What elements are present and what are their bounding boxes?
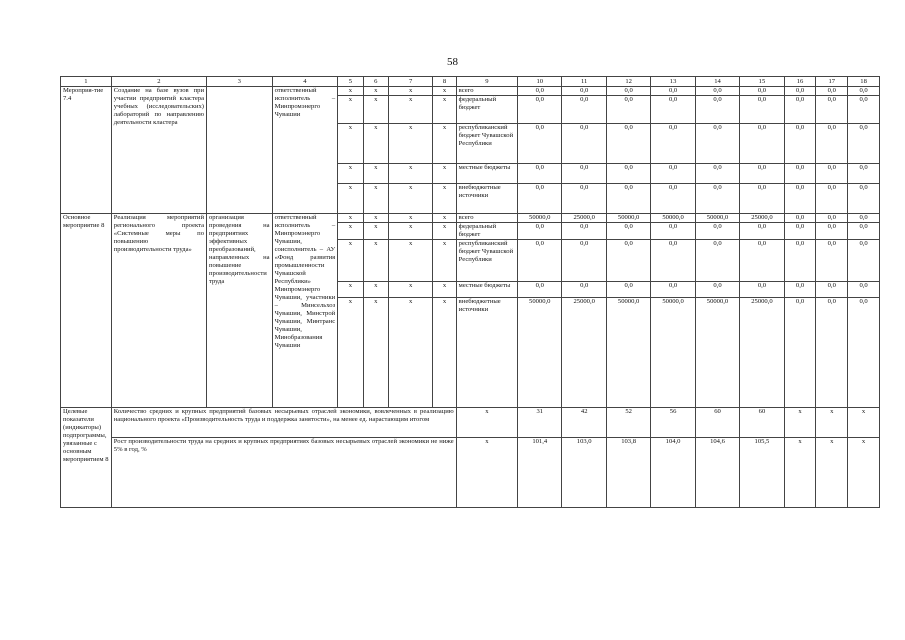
value-cell: 0,0 bbox=[784, 214, 816, 223]
value-cell: 0,0 bbox=[562, 124, 606, 164]
code-cell: x bbox=[388, 164, 432, 184]
value-cell: 50000,0 bbox=[606, 214, 650, 223]
value-cell: 0,0 bbox=[816, 184, 848, 214]
funding-source: всего bbox=[456, 87, 517, 96]
code-cell: x bbox=[338, 87, 363, 96]
code-cell: x bbox=[363, 298, 388, 408]
code-cell: x bbox=[388, 223, 432, 240]
code-cell: x bbox=[338, 164, 363, 184]
code-cell: x bbox=[363, 240, 388, 282]
value-cell: 0,0 bbox=[848, 223, 880, 240]
value-cell: 0,0 bbox=[740, 223, 784, 240]
value-cell: 0,0 bbox=[695, 164, 739, 184]
value-cell: 0,0 bbox=[848, 124, 880, 164]
measure-goal: организация проведения на предприятиях эффективных преобразований, направленных на повышение производительности труда bbox=[207, 214, 273, 408]
indicator-value: 103,8 bbox=[606, 438, 650, 508]
indicator-value: 56 bbox=[651, 408, 695, 438]
header-cell: 5 bbox=[338, 77, 363, 87]
value-cell: 25000,0 bbox=[740, 298, 784, 408]
value-cell: 0,0 bbox=[606, 96, 650, 124]
value-cell: 50000,0 bbox=[651, 298, 695, 408]
value-cell: 0,0 bbox=[740, 184, 784, 214]
header-cell: 18 bbox=[848, 77, 880, 87]
funding-source: всего bbox=[456, 214, 517, 223]
value-cell: 0,0 bbox=[562, 184, 606, 214]
funding-source: республиканский бюджет Чувашской Республики bbox=[456, 124, 517, 164]
indicator-value: 104,6 bbox=[695, 438, 739, 508]
value-cell: 0,0 bbox=[606, 240, 650, 282]
value-cell: 0,0 bbox=[651, 164, 695, 184]
code-cell: x bbox=[338, 184, 363, 214]
code-cell: x bbox=[338, 124, 363, 164]
code-cell: x bbox=[363, 184, 388, 214]
value-cell: 0,0 bbox=[784, 282, 816, 298]
value-cell: 0,0 bbox=[518, 223, 562, 240]
header-cell: 7 bbox=[388, 77, 432, 87]
indicator-label: Целевые показатели (индикаторы) подпрограммы, увязанные с основным мероприятием 8 bbox=[61, 408, 112, 508]
code-cell: x bbox=[338, 223, 363, 240]
value-cell: 0,0 bbox=[816, 223, 848, 240]
value-cell: 0,0 bbox=[740, 96, 784, 124]
measure-executor: ответственный исполнитель – Минпромэнерго Чувашии bbox=[272, 87, 338, 214]
header-cell: 12 bbox=[606, 77, 650, 87]
indicator-value: 105,5 bbox=[740, 438, 784, 508]
value-cell: 0,0 bbox=[695, 96, 739, 124]
value-cell: 0,0 bbox=[740, 282, 784, 298]
value-cell: 0,0 bbox=[784, 164, 816, 184]
value-cell: 0,0 bbox=[740, 240, 784, 282]
value-cell: 0,0 bbox=[784, 184, 816, 214]
code-cell: x bbox=[433, 298, 456, 408]
value-cell: 50000,0 bbox=[651, 214, 695, 223]
header-cell: 8 bbox=[433, 77, 456, 87]
value-cell: 0,0 bbox=[518, 124, 562, 164]
indicator-value: 104,0 bbox=[651, 438, 695, 508]
code-cell: x bbox=[433, 184, 456, 214]
code-cell: x bbox=[433, 87, 456, 96]
value-cell: 0,0 bbox=[816, 240, 848, 282]
funding-source: местные бюджеты bbox=[456, 282, 517, 298]
value-cell: 0,0 bbox=[848, 96, 880, 124]
indicator-row bbox=[61, 438, 880, 508]
indicator-value: 60 bbox=[740, 408, 784, 438]
code-cell: x bbox=[363, 124, 388, 164]
indicator-value: x bbox=[784, 438, 816, 508]
indicator-value: x bbox=[784, 408, 816, 438]
value-cell: 0,0 bbox=[518, 96, 562, 124]
value-cell: 0,0 bbox=[562, 164, 606, 184]
value-cell: 25000,0 bbox=[562, 214, 606, 223]
header-cell: 17 bbox=[816, 77, 848, 87]
indicator-value: x bbox=[816, 408, 848, 438]
value-cell: 0,0 bbox=[848, 164, 880, 184]
header-cell: 6 bbox=[363, 77, 388, 87]
value-cell: 0,0 bbox=[562, 87, 606, 96]
code-cell: x bbox=[338, 96, 363, 124]
value-cell: 0,0 bbox=[518, 240, 562, 282]
code-cell: x bbox=[433, 282, 456, 298]
header-cell: 10 bbox=[518, 77, 562, 87]
code-cell: x bbox=[433, 240, 456, 282]
value-cell: 0,0 bbox=[740, 124, 784, 164]
value-cell: 50000,0 bbox=[606, 298, 650, 408]
indicator-value: 103,0 bbox=[562, 438, 606, 508]
value-cell: 0,0 bbox=[848, 214, 880, 223]
header-cell: 15 bbox=[740, 77, 784, 87]
value-cell: 50000,0 bbox=[695, 214, 739, 223]
value-cell: 0,0 bbox=[606, 223, 650, 240]
value-cell: 0,0 bbox=[695, 124, 739, 164]
indicator-text: Количество средних и крупных предприятий базовых несырьевых отраслей экономики, вовлеченных в реализацию национального проекта «Производительность труда и поддержка занятости», на менее ед. нарастающим итогом bbox=[111, 408, 456, 438]
value-cell: 0,0 bbox=[651, 240, 695, 282]
value-cell: 0,0 bbox=[848, 184, 880, 214]
value-cell: 50000,0 bbox=[518, 298, 562, 408]
value-cell: 0,0 bbox=[784, 87, 816, 96]
header-cell: 9 bbox=[456, 77, 517, 87]
code-cell: x bbox=[388, 298, 432, 408]
value-cell: 0,0 bbox=[816, 298, 848, 408]
indicator-value: 31 bbox=[518, 408, 562, 438]
value-cell: 0,0 bbox=[784, 298, 816, 408]
header-cell: 16 bbox=[784, 77, 816, 87]
value-cell: 0,0 bbox=[816, 96, 848, 124]
code-cell: x bbox=[388, 214, 432, 223]
code-cell: x bbox=[433, 164, 456, 184]
code-cell: x bbox=[363, 96, 388, 124]
code-cell: x bbox=[433, 214, 456, 223]
code-cell: x bbox=[338, 214, 363, 223]
header-cell: 1 bbox=[61, 77, 112, 87]
value-cell: 0,0 bbox=[695, 87, 739, 96]
value-cell: 0,0 bbox=[651, 96, 695, 124]
measure-goal bbox=[207, 87, 273, 214]
value-cell: 0,0 bbox=[784, 223, 816, 240]
value-cell: 0,0 bbox=[848, 298, 880, 408]
code-cell: x bbox=[388, 87, 432, 96]
value-cell: 0,0 bbox=[816, 87, 848, 96]
code-cell: x bbox=[388, 240, 432, 282]
page-number: 58 bbox=[447, 56, 458, 68]
code-cell: x bbox=[363, 223, 388, 240]
code-cell: x bbox=[363, 87, 388, 96]
code-cell: x bbox=[433, 96, 456, 124]
value-cell: 0,0 bbox=[606, 87, 650, 96]
indicator-value: 52 bbox=[606, 408, 650, 438]
funding-source: внебюджетные источники bbox=[456, 184, 517, 214]
value-cell: 0,0 bbox=[695, 282, 739, 298]
measure-number: Основное мероприятие 8 bbox=[61, 214, 112, 408]
table-row bbox=[61, 87, 880, 96]
indicator-value: 42 bbox=[562, 408, 606, 438]
value-cell: 0,0 bbox=[816, 282, 848, 298]
value-cell: 0,0 bbox=[606, 124, 650, 164]
value-cell: 0,0 bbox=[695, 223, 739, 240]
code-cell: x bbox=[338, 282, 363, 298]
indicator-code: x bbox=[456, 438, 517, 508]
value-cell: 0,0 bbox=[606, 164, 650, 184]
table-row bbox=[61, 214, 880, 223]
value-cell: 0,0 bbox=[562, 282, 606, 298]
code-cell: x bbox=[433, 124, 456, 164]
value-cell: 0,0 bbox=[518, 282, 562, 298]
value-cell: 0,0 bbox=[651, 223, 695, 240]
value-cell: 25000,0 bbox=[562, 298, 606, 408]
value-cell: 0,0 bbox=[784, 96, 816, 124]
value-cell: 0,0 bbox=[816, 214, 848, 223]
measure-executor: ответственный исполнитель – Минпромэнерго Чувашии, соисполнитель – АУ «Фонд развития промышленности Чувашской Республики» Минпромэнерго Чувашии, участники – Минсельхоз Чувашии, Минстрой Чувашии, Минтранс Чувашии, Минобразования Чувашии bbox=[272, 214, 338, 408]
value-cell: 0,0 bbox=[695, 240, 739, 282]
header-cell: 4 bbox=[272, 77, 338, 87]
indicator-text: Рост производительности труда на средних и крупных предприятиях базовых несырьевых отраслей экономики не ниже 5% в год, % bbox=[111, 438, 456, 508]
value-cell: 0,0 bbox=[651, 282, 695, 298]
code-cell: x bbox=[388, 184, 432, 214]
value-cell: 0,0 bbox=[562, 240, 606, 282]
value-cell: 0,0 bbox=[651, 87, 695, 96]
code-cell: x bbox=[338, 298, 363, 408]
value-cell: 0,0 bbox=[562, 96, 606, 124]
value-cell: 25000,0 bbox=[740, 214, 784, 223]
indicator-value: x bbox=[816, 438, 848, 508]
value-cell: 0,0 bbox=[784, 240, 816, 282]
header-row bbox=[61, 77, 880, 87]
code-cell: x bbox=[338, 240, 363, 282]
code-cell: x bbox=[363, 282, 388, 298]
value-cell: 0,0 bbox=[848, 282, 880, 298]
value-cell: 0,0 bbox=[562, 223, 606, 240]
header-cell: 14 bbox=[695, 77, 739, 87]
indicator-value: x bbox=[848, 408, 880, 438]
funding-source: республиканский бюджет Чувашской Республики bbox=[456, 240, 517, 282]
indicator-value: 60 bbox=[695, 408, 739, 438]
header-cell: 3 bbox=[207, 77, 273, 87]
measure-name: Создание на базе вузов при участии предприятий кластера учебных (исследовательских) лабораторий по направлению деятельности кластера bbox=[111, 87, 206, 214]
value-cell: 0,0 bbox=[816, 124, 848, 164]
code-cell: x bbox=[363, 214, 388, 223]
code-cell: x bbox=[363, 164, 388, 184]
code-cell: x bbox=[388, 96, 432, 124]
indicator-value: 101,4 bbox=[518, 438, 562, 508]
value-cell: 0,0 bbox=[695, 184, 739, 214]
value-cell: 0,0 bbox=[784, 124, 816, 164]
value-cell: 0,0 bbox=[848, 87, 880, 96]
indicator-value: x bbox=[848, 438, 880, 508]
measure-name: Реализация мероприятий регионального проекта «Системные меры по повышению производительности труда» bbox=[111, 214, 206, 408]
value-cell: 0,0 bbox=[518, 184, 562, 214]
value-cell: 50000,0 bbox=[518, 214, 562, 223]
value-cell: 0,0 bbox=[518, 164, 562, 184]
value-cell: 0,0 bbox=[848, 240, 880, 282]
funding-source: местные бюджеты bbox=[456, 164, 517, 184]
code-cell: x bbox=[433, 223, 456, 240]
value-cell: 0,0 bbox=[606, 184, 650, 214]
header-cell: 2 bbox=[111, 77, 206, 87]
value-cell: 0,0 bbox=[518, 87, 562, 96]
program-table bbox=[60, 76, 880, 508]
indicator-code: x bbox=[456, 408, 517, 438]
value-cell: 0,0 bbox=[651, 124, 695, 164]
value-cell: 0,0 bbox=[816, 164, 848, 184]
value-cell: 50000,0 bbox=[695, 298, 739, 408]
value-cell: 0,0 bbox=[740, 87, 784, 96]
funding-source: внебюджетные источники bbox=[456, 298, 517, 408]
indicator-row bbox=[61, 408, 880, 438]
header-cell: 13 bbox=[651, 77, 695, 87]
header-cell: 11 bbox=[562, 77, 606, 87]
value-cell: 0,0 bbox=[740, 164, 784, 184]
funding-source: федеральный бюджет bbox=[456, 96, 517, 124]
measure-number: Мероприя-тие 7.4 bbox=[61, 87, 112, 214]
code-cell: x bbox=[388, 282, 432, 298]
value-cell: 0,0 bbox=[651, 184, 695, 214]
value-cell: 0,0 bbox=[606, 282, 650, 298]
code-cell: x bbox=[388, 124, 432, 164]
funding-source: федеральный бюджет bbox=[456, 223, 517, 240]
